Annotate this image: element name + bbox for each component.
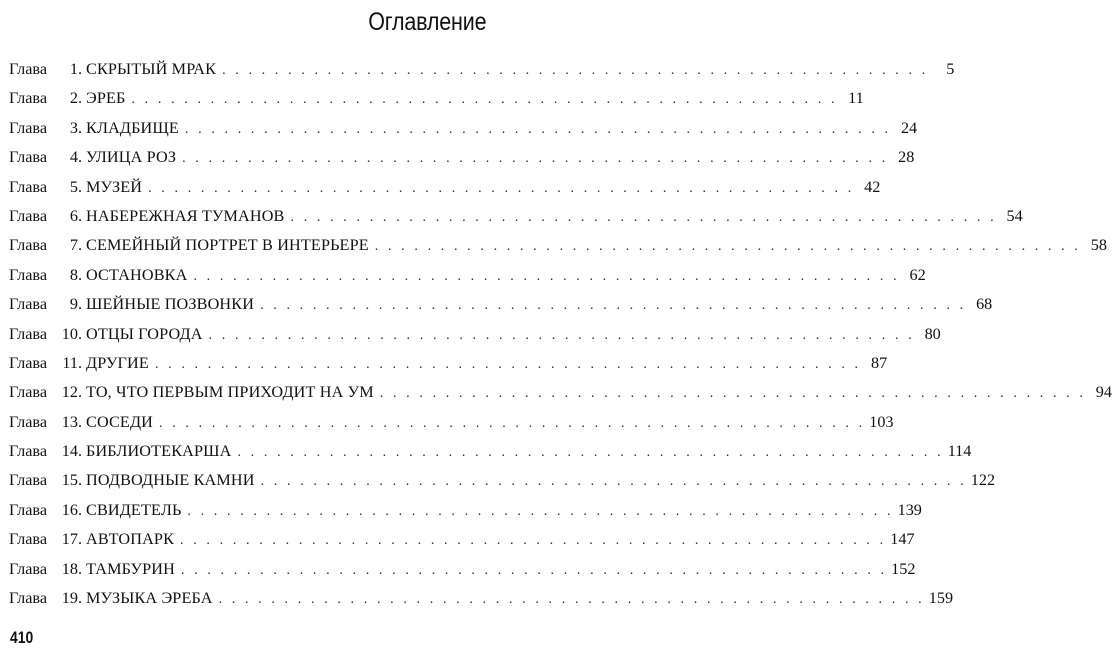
chapter-page-number: 24 <box>900 118 918 137</box>
chapter-title: ЭРЕБ <box>86 89 126 108</box>
chapter-label <box>9 178 86 197</box>
chapter-label <box>9 354 86 373</box>
chapter-page-number: 114 <box>947 442 972 461</box>
toc-entry[interactable] <box>9 383 1112 412</box>
toc-entry[interactable] <box>9 353 888 383</box>
toc-entry[interactable] <box>9 177 881 207</box>
toc-entry[interactable] <box>9 442 972 471</box>
chapter-prefix: Глава <box>9 236 48 255</box>
dot-leader: . . . . . . . . . . . . . . . . . . . . . . . . . . . . . . . . . . . . . . . . . . . . . . . . . . . . . . <box>131 92 838 108</box>
chapter-page-number: 87 <box>870 353 888 372</box>
chapter-title: СЕМЕЙНЫЙ ПОРТРЕТ В ИНТЕРЬЕРЕ <box>86 236 369 255</box>
chapter-label <box>9 589 86 608</box>
dot-leader: . . . . . . . . . . . . . . . . . . . . . . . . . . . . . . . . . . . . . . . . . . . . . . . . . . . . . . <box>260 474 967 490</box>
chapter-prefix: Глава <box>9 295 48 314</box>
chapter-label <box>9 60 86 79</box>
chapter-number: 10. <box>61 324 82 343</box>
chapter-page-number: 147 <box>890 530 915 549</box>
chapter-title: АВТОПАРК <box>86 530 175 549</box>
dot-leader: . . . . . . . . . . . . . . . . . . . . . . . . . . . . . . . . . . . . . . . . . . . . . . . . . . . . . . <box>184 121 892 137</box>
chapter-title: КЛАДБИЩЕ <box>86 118 179 137</box>
chapter-page-number: 94 <box>1095 383 1112 402</box>
chapter-label <box>9 383 86 402</box>
table-of-contents <box>9 60 1112 618</box>
chapter-label <box>9 530 86 549</box>
chapter-title: СВИДЕТЕЛЬ <box>86 500 182 519</box>
chapter-number: 18. <box>61 559 82 578</box>
chapter-number: 17. <box>61 530 82 549</box>
chapter-number: 11. <box>62 353 82 372</box>
dot-leader: . . . . . . . . . . . . . . . . . . . . . . . . . . . . . . . . . . . . . . . . . . . . . . . . . . . . . . <box>182 151 889 167</box>
chapter-label <box>9 207 86 226</box>
chapter-number: 16. <box>61 500 82 519</box>
chapter-title: ОТЦЫ ГОРОДА <box>86 324 203 343</box>
dot-leader: . . . . . . . . . . . . . . . . . . . . . . . . . . . . . . . . . . . . . . . . . . . . . . . . . . . . . . <box>159 415 866 431</box>
dot-leader: . . . . . . . . . . . . . . . . . . . . . . . . . . . . . . . . . . . . . . . . . . . . . . . . . . . . . . <box>290 209 997 225</box>
chapter-title: НАБЕРЕЖНАЯ ТУМАНОВ <box>86 206 285 225</box>
toc-entry[interactable] <box>9 589 954 618</box>
chapter-number: 8. <box>69 265 82 284</box>
chapter-page-number: 62 <box>909 265 926 284</box>
dot-leader: . . . . . . . . . . . . . . . . . . . . . . . . . . . . . . . . . . . . . . . . . . . . . . . . . . . . . . <box>222 63 929 78</box>
dot-leader: . . . . . . . . . . . . . . . . . . . . . . . . . . . . . . . . . . . . . . . . . . . . . . . . . . . . . . <box>154 356 862 372</box>
chapter-label <box>9 89 86 108</box>
chapter-prefix: Глава <box>9 177 48 196</box>
toc-entry[interactable] <box>9 89 864 118</box>
chapter-prefix: Глава <box>9 118 48 137</box>
chapter-prefix: Глава <box>9 500 48 519</box>
dot-leader: . . . . . . . . . . . . . . . . . . . . . . . . . . . . . . . . . . . . . . . . . . . . . . . . . . . . . . <box>218 592 925 608</box>
chapter-title: МУЗЫКА ЭРЕБА <box>86 589 213 608</box>
chapter-title: ТО, ЧТО ПЕРВЫМ ПРИХОДИТ НА УМ <box>86 383 374 402</box>
chapter-number: 13. <box>61 412 82 431</box>
toc-entry[interactable] <box>9 471 996 500</box>
chapter-title: ДРУГИЕ <box>86 353 149 372</box>
chapter-label <box>9 148 86 167</box>
chapter-title: СОСЕДИ <box>86 412 154 431</box>
chapter-page-number: 139 <box>897 500 922 519</box>
chapter-prefix: Глава <box>9 589 48 608</box>
dot-leader: . . . . . . . . . . . . . . . . . . . . . . . . . . . . . . . . . . . . . . . . . . . . . . . . . . . . . . <box>260 298 967 314</box>
chapter-title: ПОДВОДНЫЕ КАМНИ <box>86 471 255 490</box>
toc-entry[interactable] <box>9 206 1023 236</box>
toc-entry[interactable] <box>9 412 894 442</box>
chapter-label <box>9 266 86 285</box>
chapter-number: 9. <box>69 295 82 314</box>
chapter-label <box>9 236 86 255</box>
chapter-prefix: Глава <box>9 442 48 461</box>
dot-leader: . . . . . . . . . . . . . . . . . . . . . . . . . . . . . . . . . . . . . . . . . . . . . . . . . . . . . . <box>148 180 855 196</box>
chapter-page-number: 80 <box>924 324 941 343</box>
chapter-prefix: Глава <box>9 148 48 167</box>
chapter-label <box>9 501 86 520</box>
dot-leader: . . . . . . . . . . . . . . . . . . . . . . . . . . . . . . . . . . . . . . . . . . . . . . . . . . . . . . <box>374 239 1081 255</box>
chapter-number: 6. <box>69 206 82 225</box>
chapter-prefix: Глава <box>9 383 48 402</box>
chapter-page-number: 5 <box>946 60 955 78</box>
chapter-page-number: 122 <box>970 471 996 490</box>
dot-leader: . . . . . . . . . . . . . . . . . . . . . . . . . . . . . . . . . . . . . . . . . . . . . . . . . . . . . . <box>379 386 1086 402</box>
chapter-number: 19. <box>61 589 82 608</box>
chapter-page-number: 11 <box>848 89 864 108</box>
chapter-page-number: 42 <box>864 177 881 196</box>
dot-leader: . . . . . . . . . . . . . . . . . . . . . . . . . . . . . . . . . . . . . . . . . . . . . . . . . . . . . . <box>237 445 944 461</box>
chapter-page-number: 103 <box>869 412 894 431</box>
chapter-number: 14. <box>61 442 82 461</box>
chapter-number: 5. <box>69 177 82 196</box>
dot-leader: . . . . . . . . . . . . . . . . . . . . . . . . . . . . . . . . . . . . . . . . . . . . . . . . . . . . . . <box>180 562 888 578</box>
chapter-number: 1. <box>69 60 82 78</box>
chapter-page-number: 58 <box>1090 236 1107 255</box>
chapter-number: 2. <box>69 89 82 108</box>
toc-entry[interactable] <box>9 148 915 177</box>
toc-entry[interactable] <box>9 530 915 559</box>
chapter-page-number: 152 <box>891 559 916 578</box>
chapter-label <box>9 119 86 138</box>
chapter-title: УЛИЦА РОЗ <box>86 148 177 167</box>
chapter-number: 12. <box>61 383 82 402</box>
toc-entry[interactable] <box>9 295 993 324</box>
chapter-prefix: Глава <box>9 324 48 343</box>
chapter-title: ШЕЙНЫЕ ПОЗВОНКИ <box>86 295 255 314</box>
chapter-title: СКРЫТЫЙ МРАК <box>86 60 217 78</box>
toc-entry[interactable] <box>9 324 941 354</box>
page-title: Оглавление <box>367 8 486 36</box>
toc-entry[interactable] <box>9 559 916 589</box>
chapter-prefix: Глава <box>9 206 48 225</box>
chapter-page-number: 28 <box>898 148 915 167</box>
chapter-number: 15. <box>61 471 82 490</box>
chapter-label <box>9 325 86 344</box>
chapter-label <box>9 413 86 432</box>
chapter-number: 7. <box>69 236 82 255</box>
chapter-number: 3. <box>69 118 82 137</box>
toc-entry[interactable] <box>9 500 922 530</box>
chapter-number: 4. <box>69 148 82 167</box>
chapter-title: ТАМБУРИН <box>86 559 175 578</box>
chapter-prefix: Глава <box>9 559 48 578</box>
chapter-prefix: Глава <box>9 353 48 372</box>
chapter-prefix: Глава <box>9 89 48 108</box>
chapter-page-number: 68 <box>976 295 993 314</box>
chapter-label <box>9 295 86 314</box>
toc-entry[interactable] <box>9 60 955 89</box>
chapter-label <box>9 471 86 490</box>
toc-entry[interactable] <box>9 236 1107 265</box>
dot-leader: . . . . . . . . . . . . . . . . . . . . . . . . . . . . . . . . . . . . . . . . . . . . . . . . . . . . . . <box>193 268 900 284</box>
chapter-prefix: Глава <box>9 471 48 490</box>
chapter-title: БИБЛИОТЕКАРША <box>86 442 232 461</box>
toc-entry[interactable] <box>9 265 926 295</box>
page-number: 410 <box>10 628 34 647</box>
chapter-page-number: 159 <box>928 589 954 608</box>
chapter-prefix: Глава <box>9 530 48 549</box>
dot-leader: . . . . . . . . . . . . . . . . . . . . . . . . . . . . . . . . . . . . . . . . . . . . . . . . . . . . . . <box>180 533 887 549</box>
chapter-label <box>9 442 86 461</box>
chapter-prefix: Глава <box>9 60 48 78</box>
chapter-prefix: Глава <box>9 412 48 431</box>
chapter-title: ОСТАНОВКА <box>86 265 188 284</box>
chapter-title: МУЗЕЙ <box>86 177 143 196</box>
dot-leader: . . . . . . . . . . . . . . . . . . . . . . . . . . . . . . . . . . . . . . . . . . . . . . . . . . . . . . <box>208 327 915 343</box>
chapter-prefix: Глава <box>9 265 48 284</box>
dot-leader: . . . . . . . . . . . . . . . . . . . . . . . . . . . . . . . . . . . . . . . . . . . . . . . . . . . . . . <box>187 503 894 519</box>
toc-entry[interactable] <box>9 118 918 148</box>
chapter-page-number: 54 <box>1006 206 1023 225</box>
chapter-label <box>9 560 86 579</box>
